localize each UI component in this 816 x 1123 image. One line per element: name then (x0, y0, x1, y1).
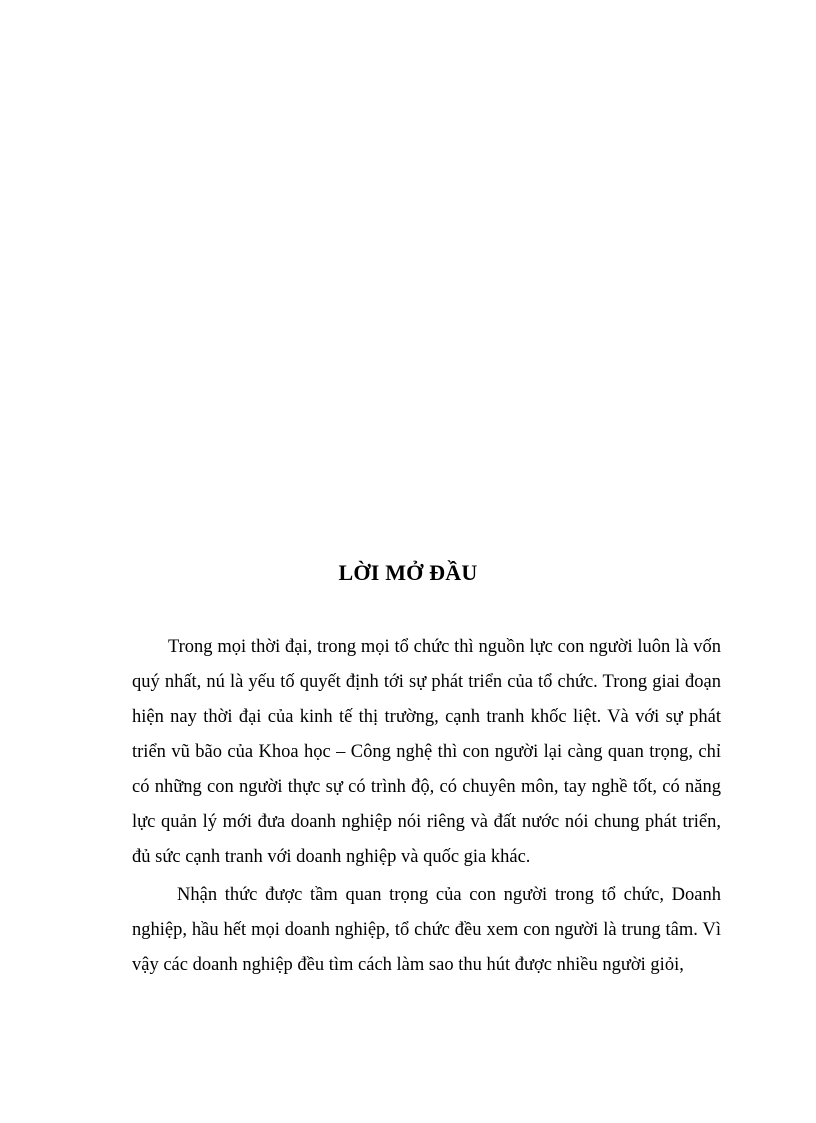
paragraph-2: Nhận thức được tầm quan trọng của con người trong tổ chức, Doanh nghiệp, hầu hết mọi doanh nghiệp, tổ chức đều xem con người là trung tâm. Vì vậy các doanh nghiệp đều tìm cách làm sao thu hút được nhiều người giỏi, (132, 885, 721, 975)
page-title: LỜI MỞ ĐẦU (338, 560, 478, 585)
paragraph-1: Trong mọi thời đại, trong mọi tổ chức thì nguồn lực con người luôn là vốn quý nhất, nú là yếu tố quyết định tới sự phát triển của tổ chức. Trong giai đoạn hiện nay thời đại của kinh tế thị trường, cạnh tranh khốc liệt. Và với sự phát triển vũ bão của Khoa học – Công nghệ thì con người lại càng quan trọng, chỉ có những con người thực sự có trình độ, có chuyên môn, tay nghề tốt, có năng lực quản lý mới đưa doanh nghiệp nói riêng và đất nước nói chung phát triển, đủ sức cạnh tranh với doanh nghiệp và quốc gia khác. (132, 637, 721, 867)
body-text (132, 630, 721, 983)
